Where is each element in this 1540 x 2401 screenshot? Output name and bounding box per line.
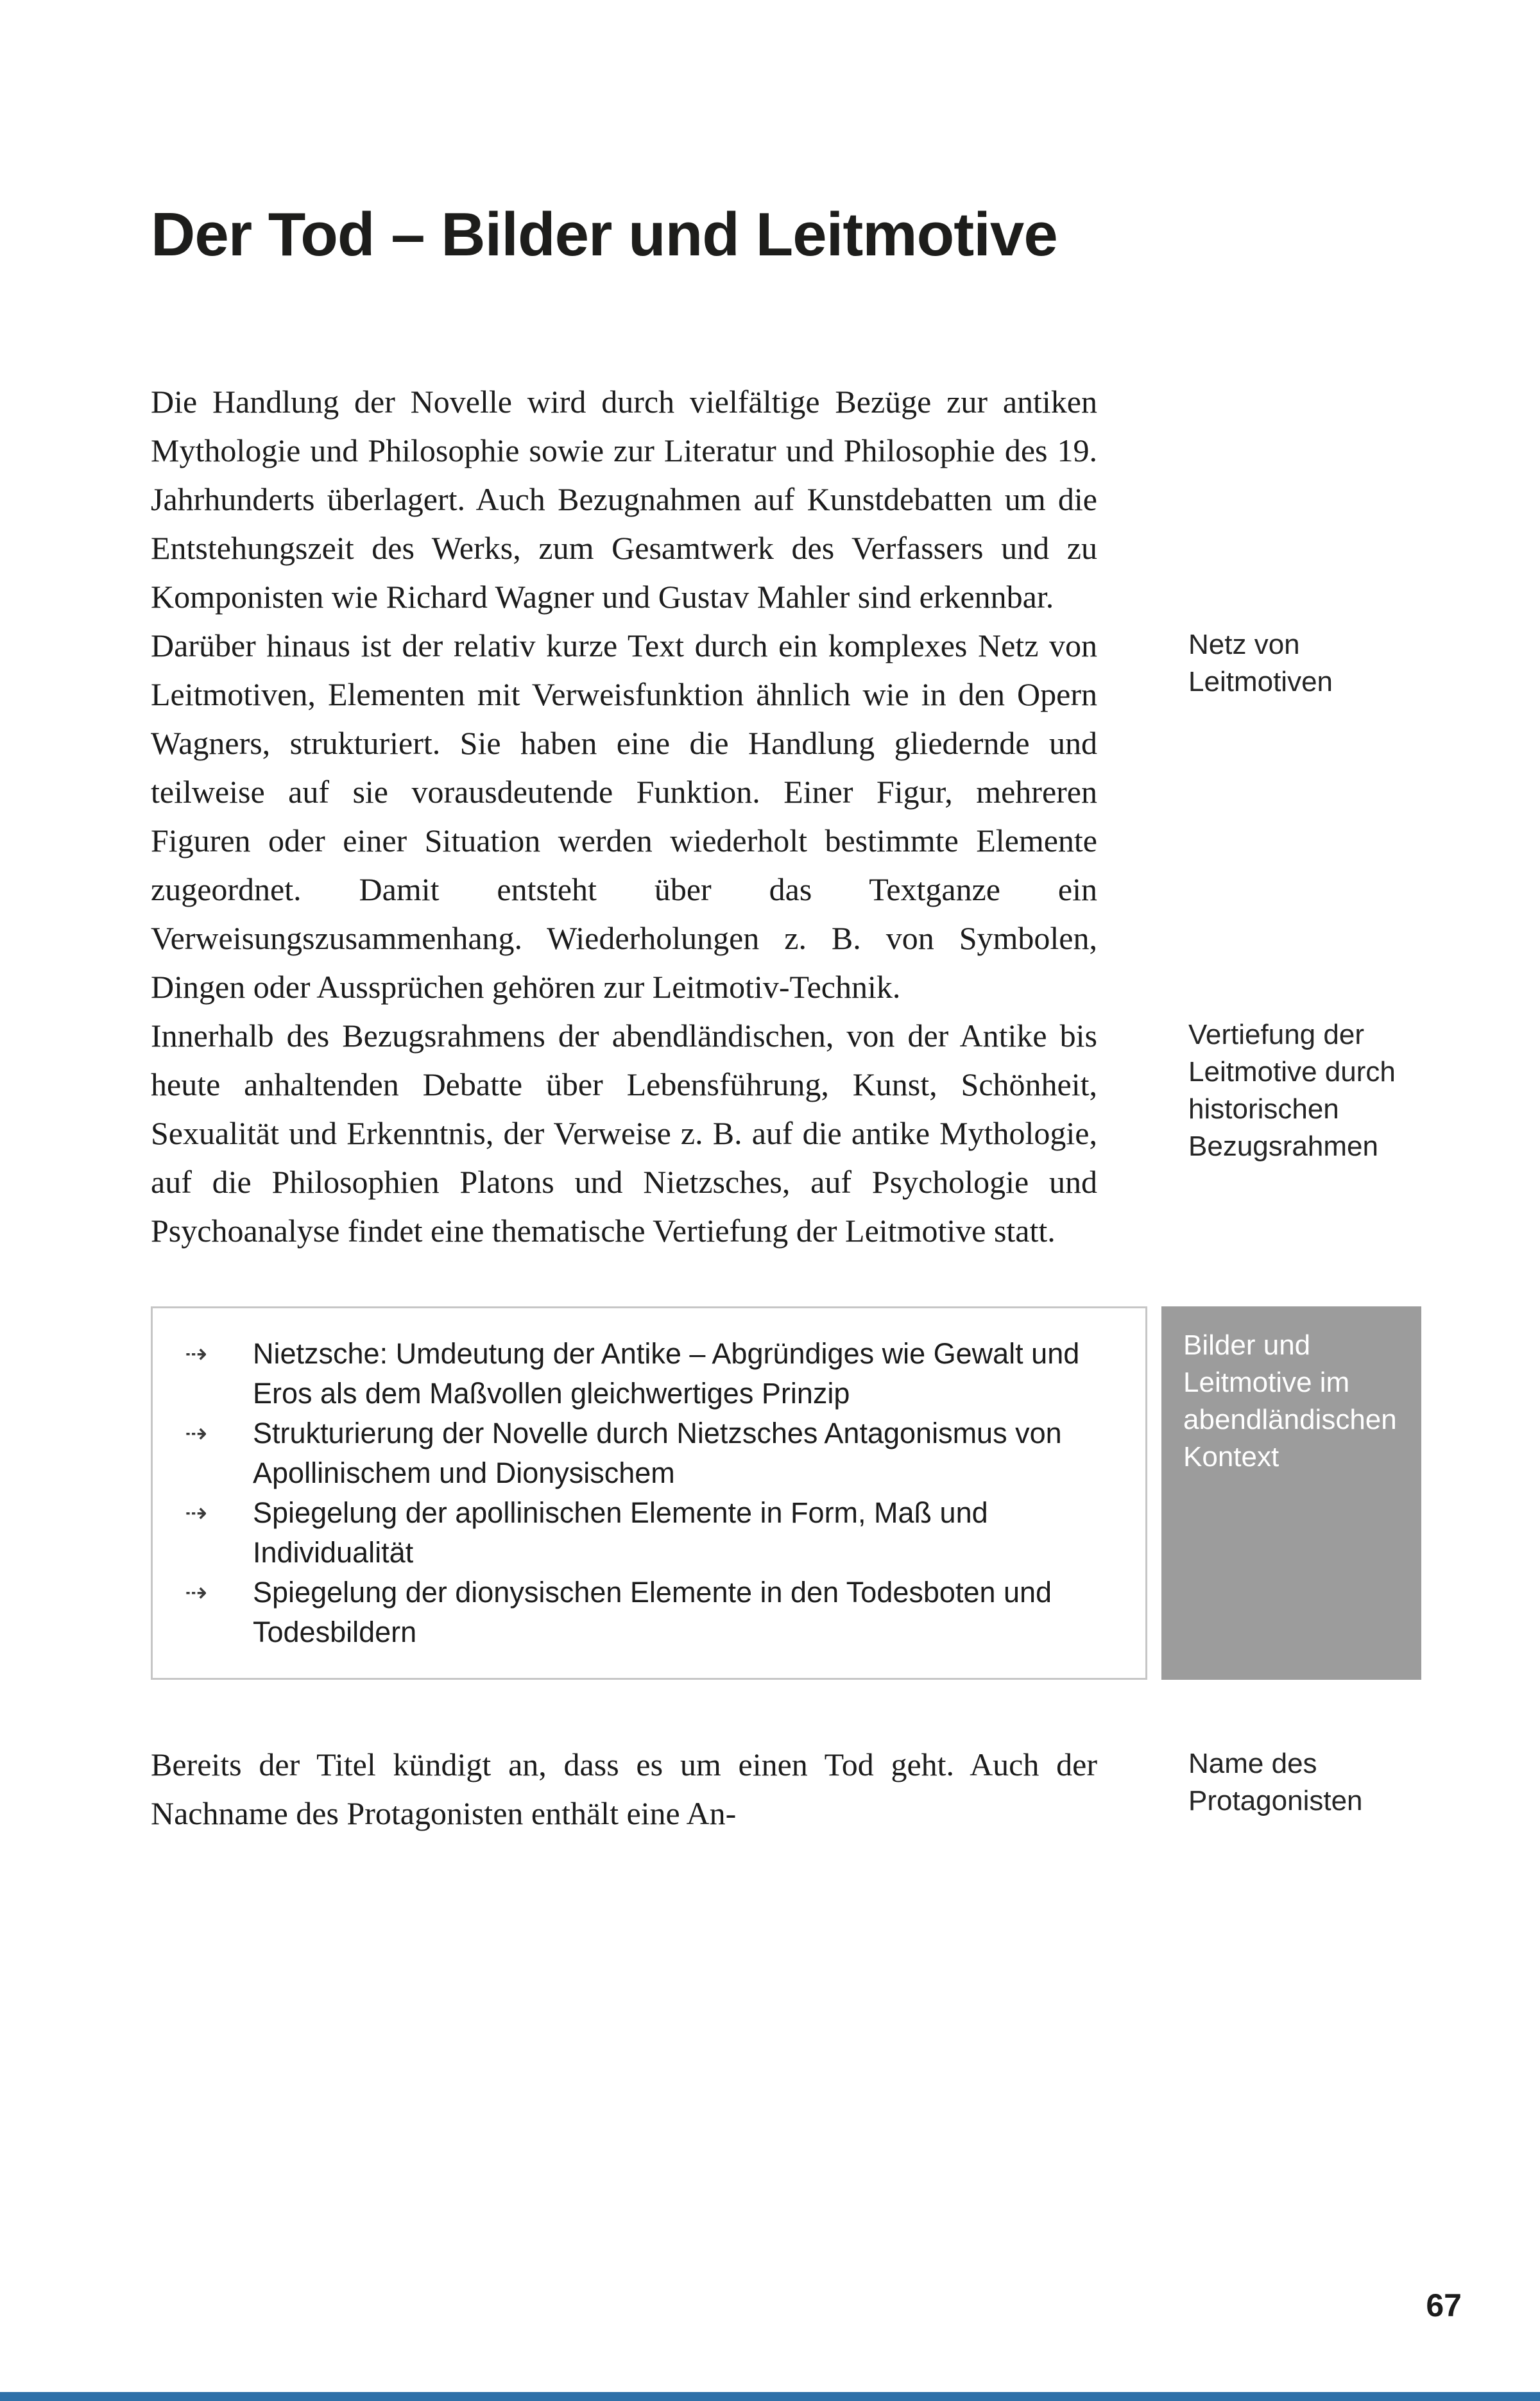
- body-paragraph: Darüber hinaus ist der relativ kurze Text durch ein komplexes Netz von Leitmotiven, Elementen mit Verweisfunktion ähnlich wie in den Opern Wagners, strukturiert. Sie haben eine die Handlung gliedernde und teilweise auf sie vorausdeutende Funktion. Einer Figur, mehreren Figuren oder einer Situation werden wiederholt bestimmte Elemente zugeordnet. Damit entsteht über das Textganze ein Verweisungszusammenhang. Wiederholungen z. B. von Symbolen, Dingen oder Aussprüchen gehören zur Leitmotiv-Technik.: [151, 627, 1097, 1005]
- margin-note: Netz von Leitmotiven: [1188, 628, 1333, 697]
- arrow-icon: ⇢: [185, 1417, 208, 1448]
- list-item: [171, 1414, 1118, 1493]
- footer-accent-bar: [0, 2392, 1540, 2401]
- margin-note-box: Bilder und Leitmotive im abendländischen Kontext: [1161, 1306, 1421, 1680]
- body-content: [151, 377, 1463, 1838]
- list-item: [171, 1573, 1118, 1652]
- list-item: [171, 1493, 1118, 1573]
- leitmotiv-list-box: [151, 1306, 1147, 1680]
- paragraph-row: [151, 621, 1463, 1011]
- leitmotiv-box-row: [151, 1306, 1463, 1680]
- margin-note: Name des Protagonisten: [1188, 1747, 1363, 1816]
- margin-note: Vertiefung der Leitmotive durch historischen Bezugsrahmen: [1188, 1018, 1396, 1162]
- list-item-text: Strukturierung der Novelle durch Nietzsches Antagonismus von Apollinischem und Dionysischem: [253, 1416, 1062, 1489]
- paragraph-row: [151, 1011, 1463, 1255]
- list-item: [171, 1334, 1118, 1414]
- list-item-text: Spiegelung der dionysischen Elemente in den Todesboten und Todesbildern: [253, 1575, 1052, 1648]
- arrow-icon: ⇢: [185, 1497, 208, 1528]
- paragraph-row: [151, 1740, 1463, 1838]
- closing-paragraph: Bereits der Titel kündigt an, dass es um einen Tod geht. Auch der Nachname des Protagonisten enthält eine An-: [151, 1746, 1097, 1831]
- margin-note: [1188, 377, 1448, 382]
- paragraph-row: [151, 377, 1463, 621]
- list-item-text: Spiegelung der apollinischen Elemente in Form, Maß und Individualität: [253, 1496, 988, 1569]
- list-item-text: Nietzsche: Umdeutung der Antike – Abgründiges wie Gewalt und Eros als dem Maßvollen gleichwertiges Prinzip: [253, 1337, 1080, 1410]
- body-paragraph: Innerhalb des Bezugsrahmens der abendländischen, von der Antike bis heute anhaltenden Debatte über Lebensführung, Kunst, Schönheit, Sexualität und Erkenntnis, der Verweise z. B. auf die antike Mythologie, auf die Philosophien Platons und Nietzsches, auf Psychologie und Psychoanalyse findet eine thematische Vertiefung der Leitmotive statt.: [151, 1017, 1097, 1249]
- arrow-icon: ⇢: [185, 1338, 208, 1369]
- page-number: 67: [1426, 2287, 1462, 2323]
- arrow-icon: ⇢: [185, 1576, 208, 1607]
- page-title: Der Tod – Bilder und Leitmotive: [151, 200, 1057, 269]
- body-paragraph: Die Handlung der Novelle wird durch vielfältige Bezüge zur antiken Mythologie und Philosophie sowie zur Literatur und Philosophie des 19. Jahrhunderts überlagert. Auch Bezugnahmen auf Kunstdebatten um die Entstehungszeit des Werks, zum Gesamtwerk des Verfassers und zu Komponisten wie Richard Wagner und Gustav Mahler sind erkennbar.: [151, 383, 1097, 615]
